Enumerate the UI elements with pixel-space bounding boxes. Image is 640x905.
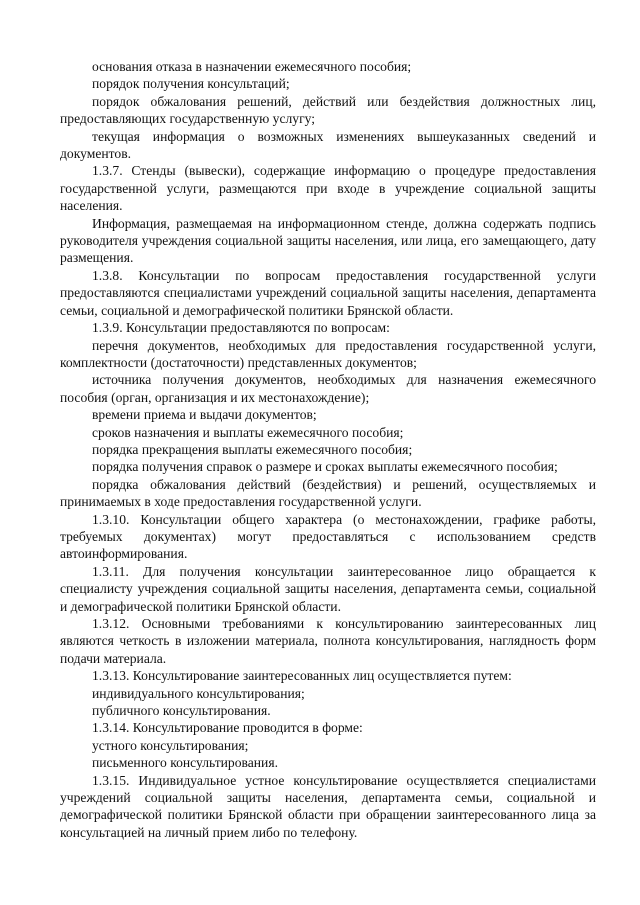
paragraph: устного консультирования; xyxy=(92,737,249,753)
paragraph: перечня документов, необходимых для предоставления государственной услуги, комплектности (достаточности) представленных документов; xyxy=(60,337,596,370)
paragraph: 1.3.8. Консультации по вопросам предоставления государственной услуги предоставляются специалистами учреждений социальной защиты населения, департамента семьи, социальной и демографической политики Брянской области. xyxy=(60,267,596,318)
paragraph: 1.3.14. Консультирование проводится в форме: xyxy=(92,720,363,736)
paragraph: Информация, размещаемая на информационном стенде, должна содержать подпись руководителя учреждения социальной защиты населения, или лица, его замещающего, дату размещения. xyxy=(60,215,596,266)
paragraph: текущая информация о возможных изменениях вышеуказанных сведений и документов. xyxy=(60,128,596,162)
paragraph: 1.3.15. Индивидуальное устное консультирование осуществляется специалистами учреждений социальной защиты населения, департамента семьи, социальной и демографической политики Брянской области при обращении заинтересованного лица за консультацией на личный прием либо по телефону. xyxy=(60,772,596,840)
paragraph: времени приема и выдачи документов; xyxy=(92,407,317,423)
paragraph: порядка обжалования действий (бездействия) и решений, осуществляемых и принимаемых в ходе предоставления государственной услуги. xyxy=(60,476,596,510)
paragraph: 1.3.10. Консультации общего характера (о местонахождении, графике работы, требуемых документах) могут предоставляться с использованием средств автоинформирования. xyxy=(60,511,596,562)
paragraph: 1.3.11. Для получения консультации заинтересованное лицо обращается к специалисту учреждения социальной защиты населения, департамента семьи, социальной и демографической политики Брянской области. xyxy=(60,563,596,614)
paragraph: источника получения документов, необходимых для назначения ежемесячного пособия (орган, организация и их местонахождение); xyxy=(60,372,596,405)
paragraph: сроков назначения и выплаты ежемесячного пособия; xyxy=(92,424,404,440)
paragraph: 1.3.7. Стенды (вывески), содержащие информацию о процедуре предоставления государственной услуги, размещаются при входе в учреждение социальной защиты населения. xyxy=(60,163,596,214)
paragraph: порядок получения консультаций; xyxy=(92,76,290,92)
paragraph: порядка получения справок о размере и сроках выплаты ежемесячного пособия; xyxy=(92,459,558,475)
paragraph: основания отказа в назначении ежемесячного пособия; xyxy=(92,59,412,74)
paragraph: индивидуального консультирования; xyxy=(92,685,305,701)
paragraph: порядок обжалования решений, действий или бездействия должностных лиц, предоставляющих государственную услугу; xyxy=(60,93,596,127)
paragraph: 1.3.12. Основными требованиями к консультированию заинтересованных лиц являются четкость в изложении материала, полнота консультирования, наглядность форм подачи материала. xyxy=(60,616,596,666)
paragraph: публичного консультирования. xyxy=(92,703,271,719)
paragraph: письменного консультирования. xyxy=(92,755,278,771)
paragraph: 1.3.9. Консультации предоставляются по вопросам: xyxy=(92,320,390,336)
paragraph: порядка прекращения выплаты ежемесячного пособия; xyxy=(92,441,413,457)
paragraph: 1.3.13. Консультирование заинтересованных лиц осуществляется путем: xyxy=(92,668,512,684)
